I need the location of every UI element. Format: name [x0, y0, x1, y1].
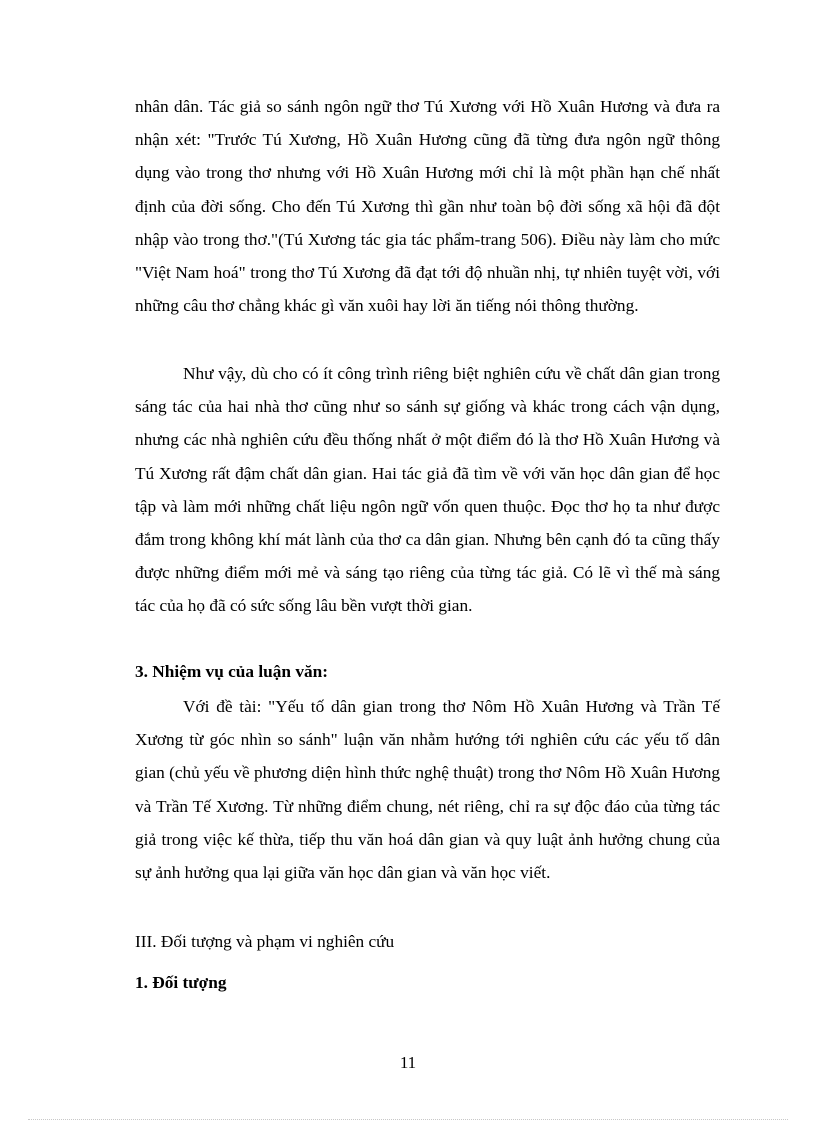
paragraph-3: Với đề tài: "Yếu tố dân gian trong thơ Nôm Hồ Xuân Hương và Trần Tế Xương từ góc nhìn so sánh" luận văn nhằm hướng tới nghiên cứu các yếu tố dân gian (chủ yếu về phương diện hình thức nghệ thuật) trong thơ Nôm Hồ Xuân Hương và Trần Tế Xương. Từ những điểm chung, nét riêng, chỉ ra sự độc đáo của từng tác giả trong việc kế thừa, tiếp thu văn hoá dân gian và quy luật ảnh hưởng chung của sự ảnh hưởng qua lại giữa văn học dân gian và văn học viết.	[135, 697, 720, 883]
page-number: 11	[399, 1053, 417, 1072]
heading-section-3: 3. Nhiệm vụ của luận văn:	[135, 662, 329, 681]
paragraph-2: Như vậy, dù cho có ít công trình riêng biệt nghiên cứu về chất dân gian trong sáng tác của hai nhà thơ cũng như so sánh sự giống và khác trong cách vận dụng, nhưng các nhà nghiên cứu đều thống nhất ở một điểm đó là thơ Hồ Xuân Hương và Tú Xương rất đậm chất dân gian. Hai tác giả đã tìm về với văn học dân gian để học tập và làm mới những chất liệu ngôn ngữ vốn quen thuộc. Đọc thơ họ ta như được đắm trong không khí mát lành của thơ ca dân gian. Nhưng bên cạnh đó ta cũng thấy được những điểm mới mẻ và sáng tạo riêng của từng tác giả. Có lẽ vì thế mà sáng tác của họ đã có sức sống lâu bền vượt thời gian.	[135, 364, 720, 616]
heading-section-iii: III. Đối tượng và phạm vi nghiên cứu	[135, 932, 395, 951]
paragraph-1: nhân dân. Tác giả so sánh ngôn ngữ thơ Tú Xương với Hồ Xuân Hương và đưa ra nhận xét: "Trước Tú Xương, Hồ Xuân Hương cũng đã từng đưa ngôn ngữ thông dụng vào trong thơ nhưng với Hồ Xuân Hương mới chỉ là một phần hạn chế nhất định của đời sống. Cho đến Tú Xương thì gần như toàn bộ đời sống xã hội đã đột nhập vào trong thơ."(Tú Xương tác gia tác phẩm-trang 506). Điều này làm cho mức "Việt Nam hoá" trong thơ Tú Xương đã đạt tới độ nhuần nhị, tự nhiên tuyệt vời, với những câu thơ chẳng khác gì văn xuôi hay lời ăn tiếng nói thông thường.	[135, 97, 720, 316]
heading-subsection-1: 1. Đối tượng	[135, 973, 227, 992]
page-bottom-divider	[28, 1119, 788, 1120]
